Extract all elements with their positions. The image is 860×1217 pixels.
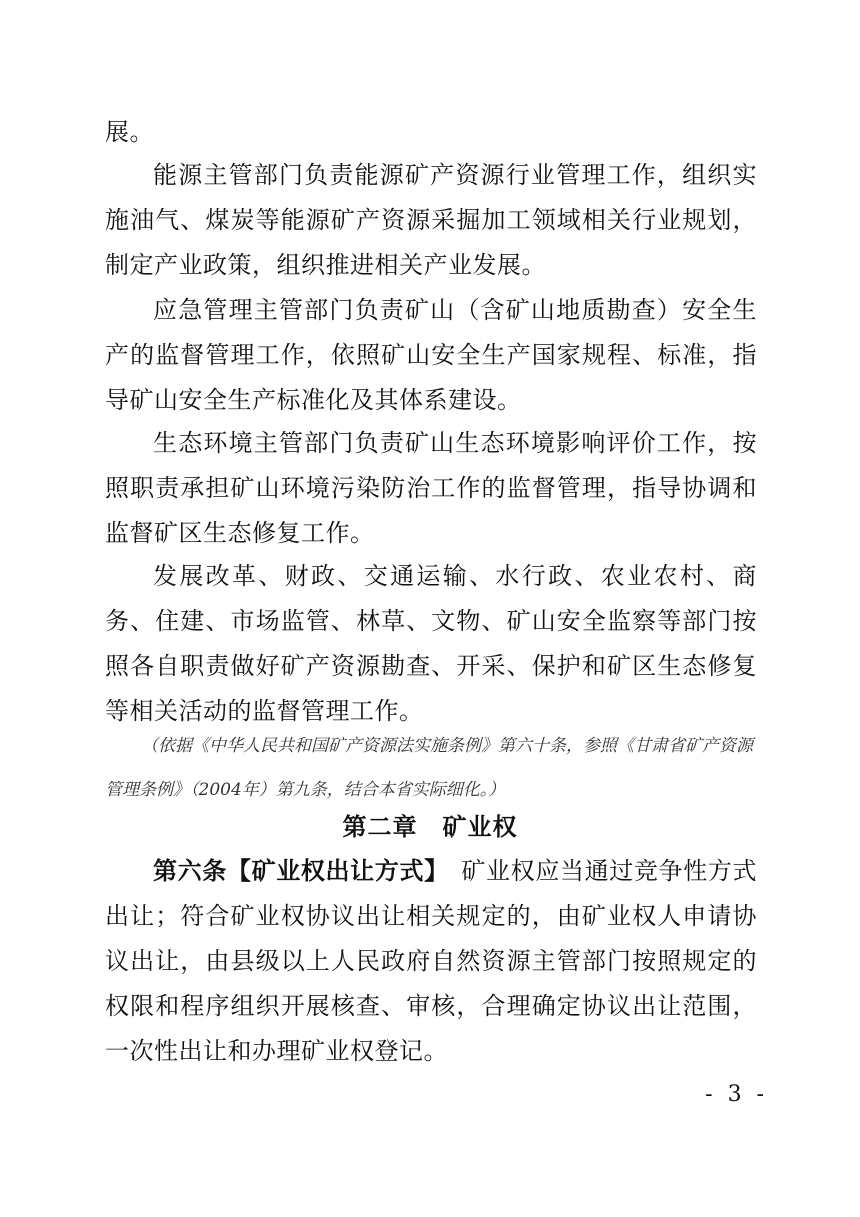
paragraph-environment-department: 生态环境主管部门负责矿山生态环境影响评价工作，按照职责承担矿山环境污染防治工作的监督管理，指导协调和监督矿区生态修复工作。 — [105, 429, 757, 547]
article-6-heading: 第六条【矿业权出让方式】 — [153, 857, 437, 885]
article-6-text: 矿业权应当通过竞争性方式出让；符合矿业权协议出让相关规定的，由矿业权人申请协议出让，由县级以上人民政府自然资源主管部门按照规定的权限和程序组织开展核查、审核，合理确定协议出让范围，一次性出让和办理矿业权登记。 — [105, 857, 757, 1065]
page-number: - 3 - — [705, 1082, 768, 1107]
continuation-text: 展。 — [105, 118, 154, 146]
chapter-title: 第二章 矿业权 — [342, 813, 518, 841]
paragraph-emergency-department: 应急管理主管部门负责矿山（含矿山地质勘查）安全生产的监督管理工作，依照矿山安全生产国家规程、标准，指导矿山安全生产标准化及其体系建设。 — [105, 296, 757, 414]
paragraph-energy-department: 能源主管部门负责能源矿产资源行业管理工作，组织实施油气、煤炭等能源矿产资源采掘加工领域相关行业规划，制定产业政策，组织推进相关产业发展。 — [105, 161, 757, 279]
legal-basis-note: （依据《中华人民共和国矿产资源法实施条例》第六十条，参照《甘肃省矿产资源管理条例》（2004年）第九条，结合本省实际细化。） — [105, 736, 753, 800]
article-6 — [105, 849, 757, 1074]
paragraph-other-departments: 发展改革、财政、交通运输、水行政、农业农村、商务、住建、市场监管、林草、文物、矿山安全监察等部门按照各自职责做好矿产资源勘查、开采、保护和矿区生态修复等相关活动的监督管理工作。 — [105, 562, 757, 725]
